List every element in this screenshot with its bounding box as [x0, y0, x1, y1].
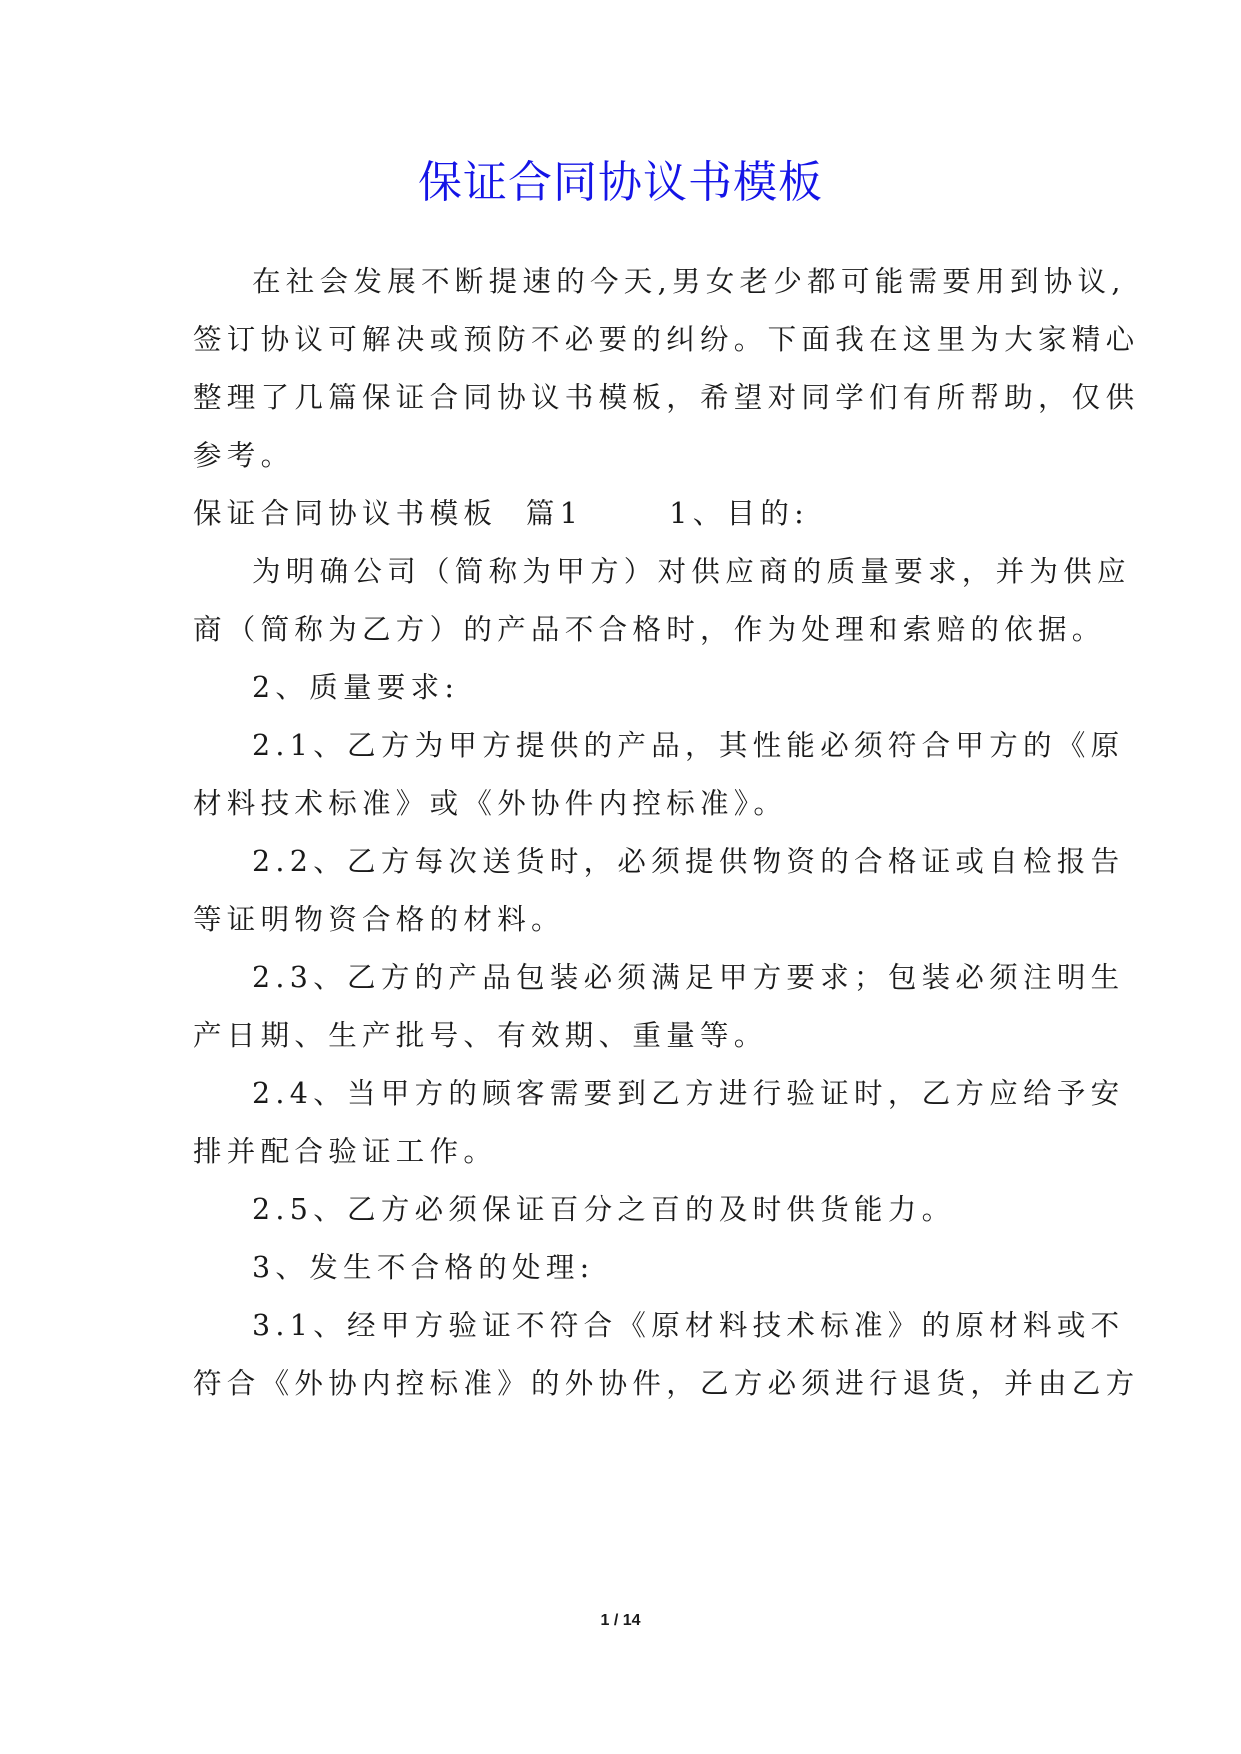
clause-heading: 3、发生不合格的处理:: [252, 1251, 595, 1284]
document-title: 保证合同协议书模板: [418, 157, 823, 208]
paragraph-line: 产日期、生产批号、有效期、重量等。: [193, 1019, 768, 1052]
paragraph-line: 商（简称为乙方）的产品不合格时，作为处理和索赔的依据。: [193, 613, 1106, 646]
paragraph-line: 整理了几篇保证合同协议书模板，希望对同学们有所帮助，仅供: [193, 381, 1140, 414]
paragraph-line: 签订协议可解决或预防不必要的纠纷。下面我在这里为大家精心: [193, 323, 1140, 356]
paragraph-line: 3.1、经甲方验证不符合《原材料技术标准》的原材料或不: [252, 1309, 1125, 1342]
paragraph-line: 符合《外协内控标准》的外协件，乙方必须进行退货，并由乙方: [193, 1367, 1140, 1400]
paragraph-line: 2.1、乙方为甲方提供的产品，其性能必须符合甲方的《原: [252, 729, 1125, 762]
paragraph-line: 2.4、当甲方的顾客需要到乙方进行验证时，乙方应给予安: [252, 1077, 1125, 1110]
paragraph-line: 材料技术标准》或《外协件内控标准》。: [193, 787, 788, 820]
section-heading: 保证合同协议书模板 篇1 1、目的:: [193, 497, 810, 530]
paragraph-line: 为明确公司（简称为甲方）对供应商的质量要求，并为供应: [252, 555, 1131, 588]
paragraph-line: 2.5、乙方必须保证百分之百的及时供货能力。: [252, 1193, 956, 1226]
clause-heading: 2、质量要求:: [252, 671, 460, 704]
paragraph-line: 排并配合验证工作。: [193, 1135, 498, 1168]
paragraph-line: 2.2、乙方每次送货时，必须提供物资的合格证或自检报告: [252, 845, 1125, 878]
page-indicator: 1 / 14: [600, 1612, 641, 1629]
paragraph-line: 在社会发展不断提速的今天,男女老少都可能需要用到协议,: [252, 265, 1126, 298]
paragraph-line: 参考。: [193, 439, 295, 472]
paragraph-line: 等证明物资合格的材料。: [193, 903, 565, 936]
paragraph-line: 2.3、乙方的产品包装必须满足甲方要求；包装必须注明生: [252, 961, 1125, 994]
